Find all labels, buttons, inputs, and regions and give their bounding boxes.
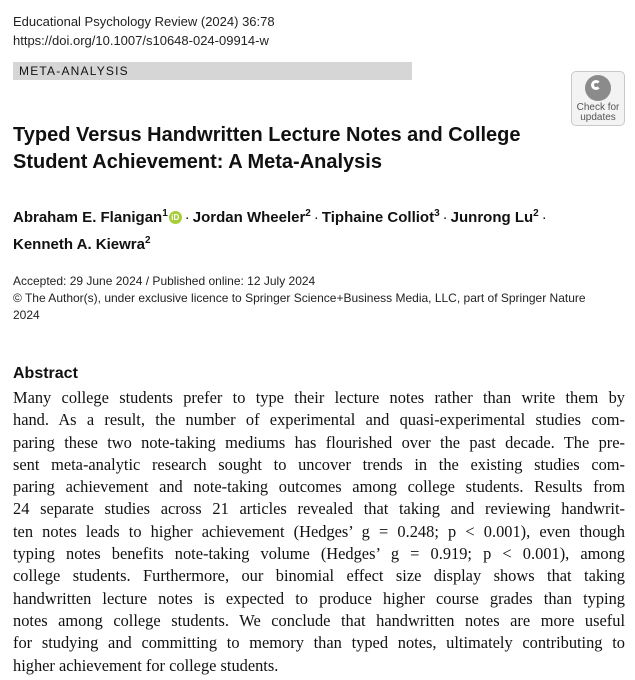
author-affiliation: 1 xyxy=(162,208,168,219)
copyright-year: 2024 xyxy=(13,308,40,322)
author-name: Abraham E. Flanigan xyxy=(13,209,163,226)
author-name: Jordan Wheeler xyxy=(192,209,306,226)
abstract-line: paring achievement and note-taking outcomes among college students. Results from xyxy=(13,477,625,497)
abstract-line: hand. As a result, the number of experimental and quasi-experimental studies com- xyxy=(13,410,625,430)
paper-title: Typed Versus Handwritten Lecture Notes and College Student Achievement: A Meta-Analysis xyxy=(13,124,521,173)
orcid-icon[interactable]: iD xyxy=(169,211,182,224)
author-line-1 xyxy=(13,202,613,229)
check-updates-icon xyxy=(585,75,611,101)
author-affiliation: 3 xyxy=(434,208,440,219)
author-separator: · xyxy=(442,209,448,226)
abstract-line: ten notes leads to higher achievement (Hedges’ g = 0.248; p < 0.001), even though xyxy=(13,521,625,541)
author-affiliation: 2 xyxy=(533,208,539,219)
journal-citation: Educational Psychology Review (2024) 36:78 xyxy=(13,14,275,29)
author-separator: · xyxy=(184,209,190,226)
abstract-line: Many college students prefer to type their lecture notes rather than write them by xyxy=(13,388,625,407)
check-for-updates-badge[interactable] xyxy=(571,71,625,126)
author-name: Junrong Lu xyxy=(450,209,534,226)
author-separator: · xyxy=(313,209,319,226)
author-affiliation: 2 xyxy=(144,235,151,246)
abstract-line: college students. Furthermore, our binomial effect size display shows that taking xyxy=(13,566,625,586)
abstract-body xyxy=(13,387,625,677)
accepted-published: Accepted: 29 June 2024 / Published online: 12 July 2024 xyxy=(13,274,316,288)
author-line-2 xyxy=(13,229,613,256)
journal-header xyxy=(13,12,275,50)
abstract-line: higher achievement for college students. xyxy=(13,655,279,675)
author-separator: · xyxy=(541,209,547,226)
abstract-line: handwritten lecture notes is expected to produce higher course grades than typing xyxy=(13,588,625,608)
doi-link[interactable]: https://doi.org/10.1007/s10648-024-09914-w xyxy=(13,33,269,48)
author-name: Kenneth A. Kiewra xyxy=(13,236,145,253)
copyright-line: © The Author(s), under exclusive licence to Springer Science+Business Media, LLC, part of Springer Nature xyxy=(13,291,586,305)
author-name: Tiphaine Colliot xyxy=(321,209,435,226)
abstract-line: sent meta-analytic research sought to uncover trends in the existing studies com- xyxy=(13,454,625,474)
section-band xyxy=(13,62,412,80)
abstract-line: typing notes benefits note-taking volume (Hedges’ g = 0.919; p < 0.001), among xyxy=(13,544,625,564)
author-affiliation: 2 xyxy=(305,208,311,219)
abstract-line: paring these two note-taking mediums has flourished over the past decade. The pre- xyxy=(13,432,625,452)
abstract-line: 24 separate studies across 21 articles revealed that taking and reviewing handwrit- xyxy=(13,499,625,519)
publication-dates xyxy=(13,273,625,324)
check-updates-text: Check for updates xyxy=(576,102,620,123)
abstract-heading: Abstract xyxy=(13,365,78,382)
abstract-line: notes among college students. We conclude that handwritten notes are more useful xyxy=(13,610,625,630)
author-list xyxy=(13,202,613,256)
abstract-line: for studying and committing to memory than typed notes, ultimately contributing to xyxy=(13,633,625,653)
section-label: META-ANALYSIS xyxy=(19,64,129,78)
